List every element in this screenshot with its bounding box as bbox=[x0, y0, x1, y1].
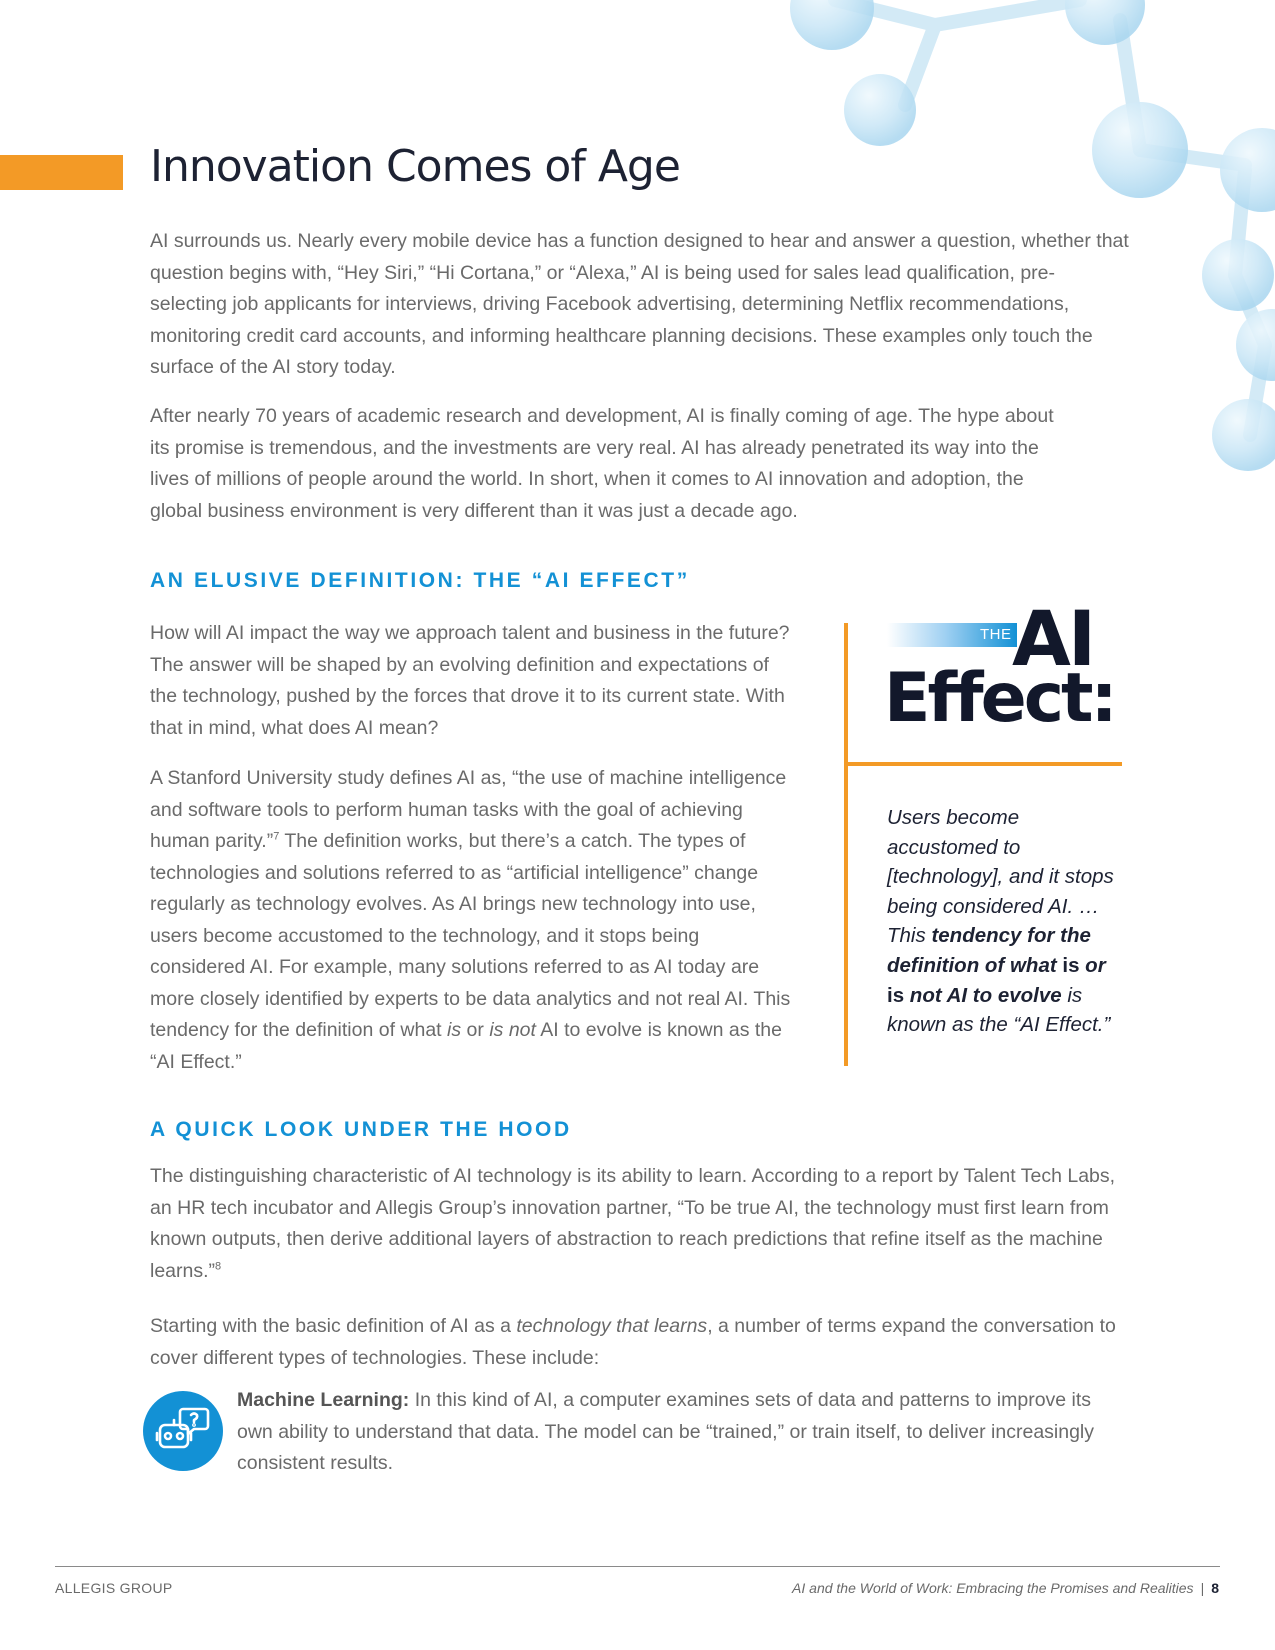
ai-effect-paragraph-1: How will AI impact the way we approach talent and business in the future? The answer will be shaped by an evolving definition and expectations of the technology, pushed by the forces that drove it to its current state. With that in mind, what does AI mean? bbox=[150, 622, 790, 739]
footer-doc-info: AI and the World of Work: Embracing the Promises and Realities | 8 bbox=[792, 1580, 1219, 1596]
machine-learning-term: Machine Learning: bbox=[237, 1389, 410, 1411]
title-accent-bar bbox=[0, 155, 123, 190]
intro-paragraph-2: After nearly 70 years of academic research and development, AI is finally coming of age. The hype about its promise is tremendous, and the investments are very real. AI has already penetrated its way into the lives of millions of people around the world. In short, when it comes to AI innovation and adoption, the global business environment is very different than it was just a decade ago. bbox=[150, 405, 1054, 522]
footer-rule bbox=[55, 1566, 1220, 1567]
intro-paragraph-1: AI surrounds us. Nearly every mobile device has a function designed to hear and answer a question, whether that question begins with, “Hey Siri,” “Hi Cortana,” or “Alexa,” AI is being used for sales lead qualification, pre-selecting job applicants for interviews, driving Facebook advertising, determining Netflix recommendations, monitoring credit card accounts, and informing healthcare planning decisions. These examples only touch the surface of the AI story today. bbox=[150, 230, 1129, 378]
ai-effect-paragraph-2: A Stanford University study defines AI as, “the use of machine intelligence and software tools to perform human tasks with the goal of achieving human parity.”$^7$ The definition works, but there’s a catch. The types of technologies and solutions referred to as “artificial intelligence” change regularly as technology evolves. As AI brings new technology into use, users become accustomed to the technology, and it stops being considered AI. For example, many solutions referred to as AI today are more closely identified by experts to be data analytics and not real AI. This tendency for the definition of what is or is not AI to evolve is known as the “AI Effect.” bbox=[150, 767, 791, 1073]
footnote-ref-8: 8 bbox=[215, 1260, 222, 1272]
footer-doc-title: AI and the World of Work: Embracing the Promises and Realities bbox=[792, 1580, 1194, 1596]
sidebar-effect-title: Effect: bbox=[884, 659, 1115, 738]
footnote-ref-7: 7 bbox=[273, 830, 280, 843]
page-number: 8 bbox=[1211, 1580, 1219, 1596]
section-heading-ai-effect: AN ELUSIVE DEFINITION: THE “AI EFFECT” bbox=[150, 569, 690, 592]
sidebar-ai-title: AI bbox=[1012, 594, 1094, 683]
sidebar-quote: Users become accustomed to [technology], and it stops being considered AI. …This tendency for the definition of what is or is not AI to evolve is known as the “AI Effect.” bbox=[887, 806, 1114, 1037]
section-heading-under-the-hood: A QUICK LOOK UNDER THE HOOD bbox=[150, 1118, 572, 1141]
sidebar-horizontal-rule bbox=[848, 762, 1122, 766]
robot-chat-icon bbox=[143, 1391, 223, 1471]
sidebar-vertical-rule bbox=[844, 623, 848, 1066]
under-the-hood-paragraph-2: Starting with the basic definition of AI as a technology that learns, a number of terms expand the conversation to cover different types of technologies. These include: bbox=[150, 1315, 1116, 1369]
footer-company: ALLEGIS GROUP bbox=[55, 1580, 173, 1596]
machine-learning-entry: Machine Learning: In this kind of AI, a computer examines sets of data and patterns to improve its own ability to understand that data. The model can be “trained,” or train itself, to deliver increasingly consistent results. bbox=[237, 1389, 1095, 1474]
sidebar-the-label: THE bbox=[980, 626, 1012, 643]
under-the-hood-paragraph-1: The distinguishing characteristic of AI technology is its ability to learn. According to a report by Talent Tech Labs, an HR tech incubator and Allegis Group’s innovation partner, “To be true AI, the technology must first learn from known outputs, then derive additional layers of abstraction to reach predictions that refine itself as the machine learns.”$^8$ bbox=[150, 1165, 1116, 1282]
page-title: Innovation Comes of Age bbox=[150, 141, 680, 192]
